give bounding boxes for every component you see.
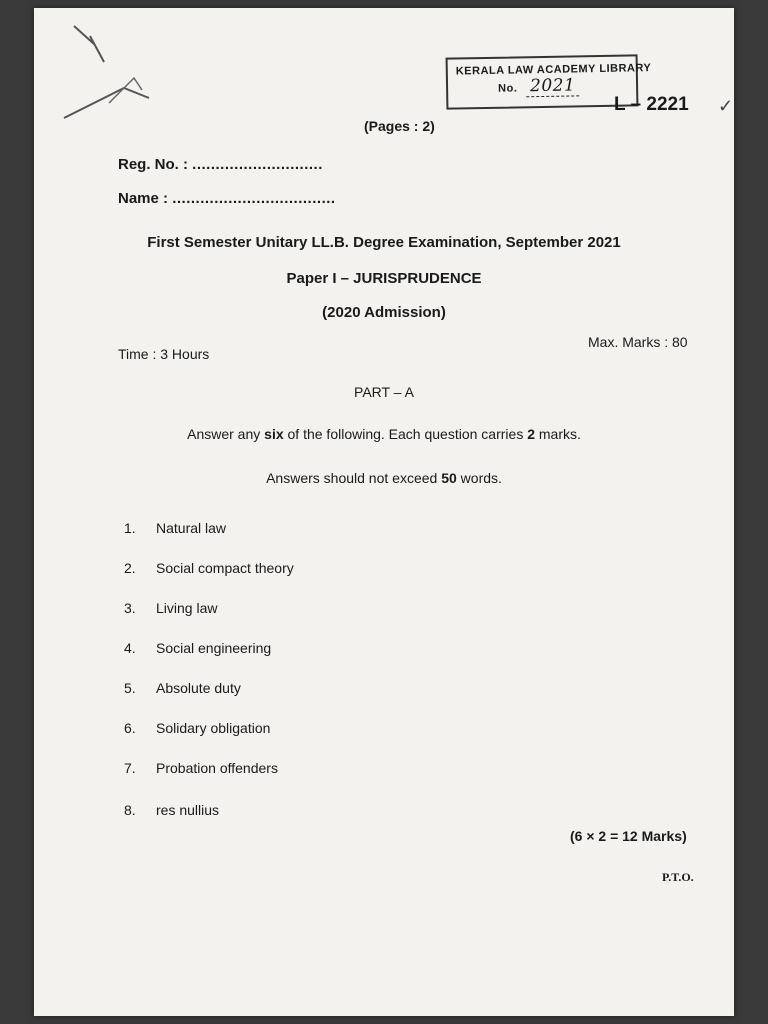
part-a-instruction	[34, 426, 734, 442]
reg-no-dots: ............................	[192, 156, 323, 173]
question-item	[124, 802, 219, 818]
question-text: Solidary obligation	[156, 720, 271, 736]
instruction-text: marks.	[535, 426, 581, 442]
question-item	[124, 560, 294, 576]
pen-scribble	[54, 18, 174, 128]
instruction-text: Answer any	[187, 426, 265, 442]
question-item	[124, 760, 278, 776]
question-number: 4.	[124, 640, 136, 656]
instruction-marks: 2	[527, 426, 535, 442]
question-text: Living law	[156, 600, 218, 616]
pages-count: (Pages : 2)	[364, 118, 435, 134]
please-turn-over: P.T.O.	[662, 870, 694, 884]
question-text: Social compact theory	[156, 560, 294, 576]
word-limit: 50	[441, 470, 457, 486]
paper-title: Paper I – JURISPRUDENCE	[286, 270, 482, 287]
word-limit-instruction	[34, 470, 734, 486]
limit-text: Answers should not exceed	[266, 470, 442, 486]
reg-no-field	[118, 156, 323, 173]
question-text: Probation offenders	[156, 760, 278, 776]
instruction-text: of the following. Each question carries	[283, 426, 528, 442]
question-number: 8.	[124, 802, 136, 818]
name-dots: ...................................	[172, 190, 336, 207]
part-a-total-marks: (6 × 2 = 12 Marks)	[570, 828, 687, 844]
question-item	[124, 680, 241, 696]
question-item	[124, 640, 271, 656]
question-number: 6.	[124, 720, 136, 736]
question-number: 5.	[124, 680, 136, 696]
stamp-no-label: No.	[498, 82, 518, 95]
library-stamp	[446, 54, 652, 109]
stamp-year: 2021	[526, 75, 580, 97]
max-marks: Max. Marks : 80	[588, 334, 688, 350]
question-text: Natural law	[156, 520, 227, 536]
question-item	[124, 720, 270, 736]
question-text: Absolute duty	[156, 680, 241, 696]
name-label: Name :	[118, 190, 169, 207]
stamp-text: KERALA LAW ACADEMY LIBRARY	[455, 62, 652, 78]
reg-no-label: Reg. No. :	[118, 156, 188, 173]
name-field	[118, 190, 336, 207]
question-item	[124, 520, 226, 536]
question-text: Social engineering	[156, 640, 272, 656]
check-mark-icon: ✓	[718, 96, 734, 116]
part-a-heading: PART – A	[354, 384, 414, 400]
question-number: 3.	[124, 600, 136, 616]
instruction-count: six	[264, 426, 284, 442]
question-text: res nullius	[156, 802, 220, 818]
paper-code: L – 2221	[614, 94, 689, 115]
time-allowed: Time : 3 Hours	[118, 346, 210, 362]
question-number: 1.	[124, 520, 136, 536]
exam-title: First Semester Unitary LL.B. Degree Examination, September 2021	[147, 234, 621, 251]
admission-year: (2020 Admission)	[322, 304, 446, 321]
limit-text: words.	[456, 470, 502, 486]
question-item	[124, 600, 217, 616]
question-number: 7.	[124, 760, 136, 776]
question-number: 2.	[124, 560, 136, 576]
exam-paper-page	[34, 8, 734, 1016]
